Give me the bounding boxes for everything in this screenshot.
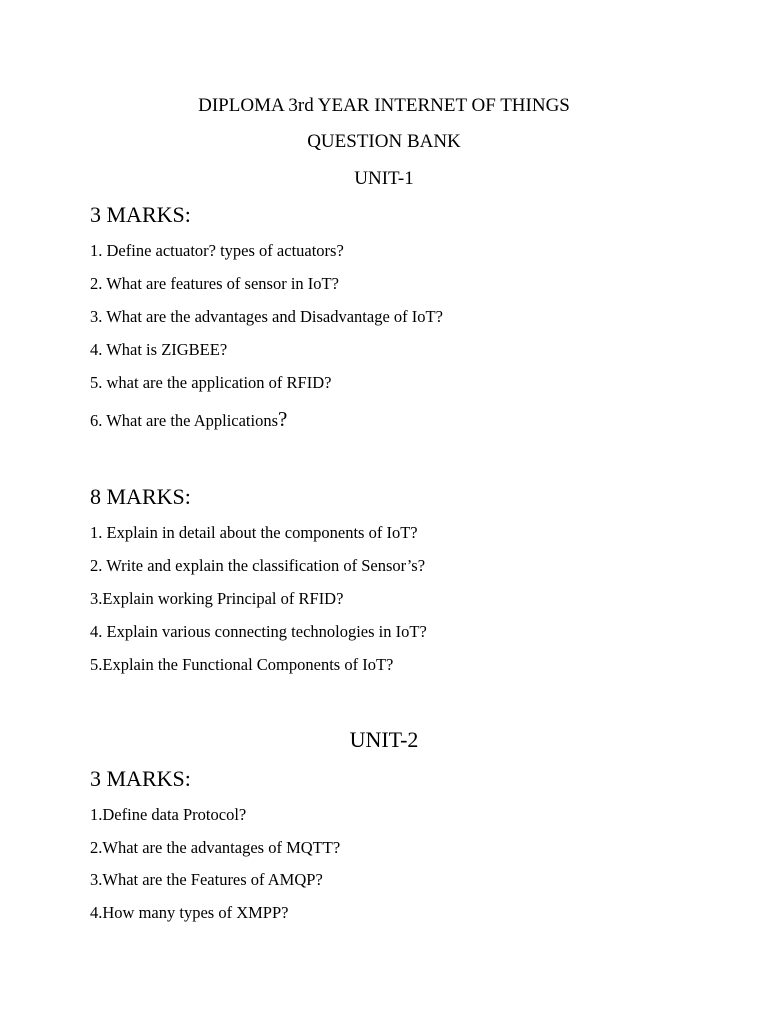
question-item: 2. What are features of sensor in IoT? bbox=[90, 274, 339, 293]
unit-1-8-marks-heading: 8 MARKS: bbox=[90, 484, 191, 509]
unit-1-label: UNIT-1 bbox=[354, 168, 414, 189]
unit-2-label: UNIT-2 bbox=[349, 727, 419, 752]
document-subtitle: QUESTION BANK bbox=[307, 131, 461, 152]
unit-2-3-marks-heading: 3 MARKS: bbox=[90, 766, 191, 791]
question-item: 1. Define actuator? types of actuators? bbox=[90, 241, 344, 260]
question-item: 5.Explain the Functional Components of IoT? bbox=[90, 655, 394, 674]
question-item: 3.Explain working Principal of RFID? bbox=[90, 589, 344, 608]
question-item: 1.Define data Protocol? bbox=[90, 805, 247, 824]
question-item: 3. What are the advantages and Disadvantage of IoT? bbox=[90, 307, 443, 326]
question-item: 2. Write and explain the classification of Sensor’s? bbox=[90, 556, 426, 575]
document-title: DIPLOMA 3rd YEAR INTERNET OF THINGS bbox=[198, 95, 570, 116]
question-item: 1. Explain in detail about the components of IoT? bbox=[90, 523, 418, 542]
question-item: 4.How many types of XMPP? bbox=[90, 903, 289, 922]
question-mark: ? bbox=[278, 407, 288, 431]
question-item: 4. Explain various connecting technologies in IoT? bbox=[90, 622, 427, 641]
question-text: 6. What are the Applications bbox=[90, 411, 279, 430]
question-item: 5. what are the application of RFID? bbox=[90, 373, 332, 392]
unit-1-3-marks-heading: 3 MARKS: bbox=[90, 202, 191, 227]
question-item: 4. What is ZIGBEE? bbox=[90, 340, 228, 359]
question-item bbox=[90, 409, 287, 430]
question-item: 2.What are the advantages of MQTT? bbox=[90, 838, 341, 857]
question-item: 3.What are the Features of AMQP? bbox=[90, 870, 323, 889]
